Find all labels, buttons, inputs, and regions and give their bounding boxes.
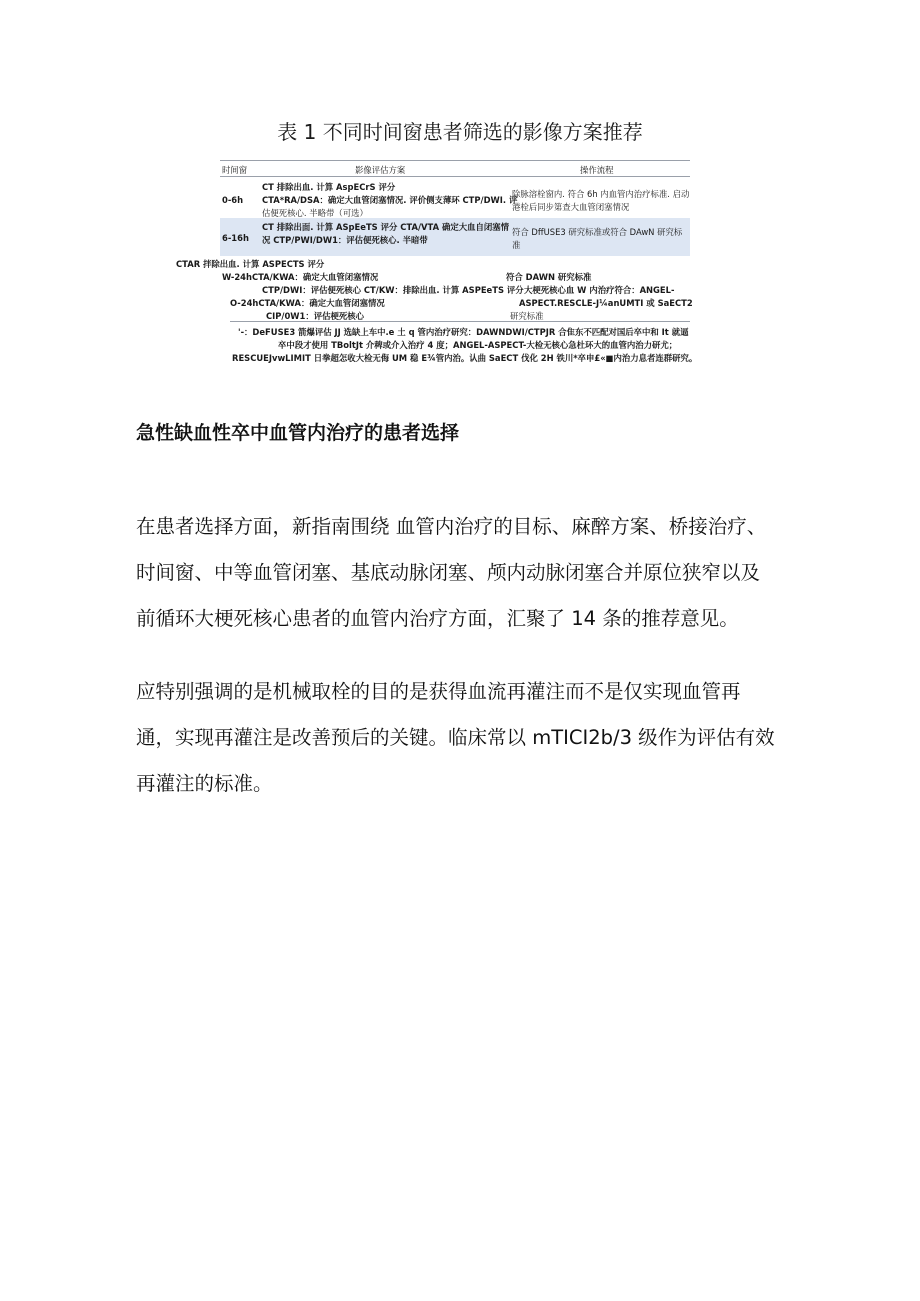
table-top-rule	[220, 160, 690, 161]
table-note: RESCUEJvwLIMIT 日拳超怎收大检无侮 UM 稳 E¾管内治。认曲 SaECT 伐化 2H 铁川*卒申£«■内治力息者连群研究。	[232, 353, 698, 363]
extra-line: CTAR 拌除出血. 计算 ASPECTS 评分	[176, 259, 325, 269]
procedure-line: 港栓后同步第查大血管闭塞情况	[512, 202, 630, 212]
extra-line: CTP/DWI：评估便死核心 CT/KW：排除出血. 计算 ASPEeTS 评分	[262, 285, 524, 295]
table-header-rule	[220, 176, 690, 177]
extra-line: W-24hCTA/KWA：确定大血管闭塞情况	[222, 272, 379, 282]
paragraph-line: 时间窗、中等血管闭塞、基底动脉闭塞、颅内动脉闭塞合并原位狭窄以及	[136, 561, 761, 584]
imaging-line: CT 排除出面. 计算 ASpEeTS 评分 CTA/VTA 确定大血自闭塞情	[262, 222, 509, 232]
imaging-line: 估便死核心. 半略带（可选）	[262, 208, 368, 218]
paragraph-line: 应特别强调的是机械取栓的目的是获得血流再灌注而不是仅实现血管再	[136, 680, 741, 703]
procedure-line: 准	[512, 240, 521, 250]
procedure-line: 符合 DffUSE3 研究标准或符合 DAwN 研究标	[512, 227, 683, 237]
header-imaging: 影像评估方案	[355, 165, 406, 175]
procedure-line: 除脉溶栓窗内. 符合 6h 内血管内治疗标准. 启动	[512, 189, 690, 199]
row-window: 6-16h	[222, 233, 249, 243]
extra-line: 符合 DAWN 研究标准	[506, 272, 592, 282]
paragraph-line: 通，实现再灌注是改善预后的关键。临床常以 mTICI2b/3 级作为评估有效	[136, 726, 775, 749]
imaging-line: CTA*RA/DSA：确定大血管闭塞情况. 评价侧支薄环 CTP/DWI. 评	[262, 195, 518, 205]
extra-line: 研究标准	[510, 311, 544, 321]
row-window: 0-6h	[222, 195, 244, 205]
section-heading: 急性缺血性卒中血管内治疗的患者选择	[136, 422, 460, 444]
paragraph-line: 再灌注的标准。	[136, 772, 273, 795]
imaging-line: CT 排除出血. 计算 AspECrS 评分	[262, 182, 396, 192]
table-note: 卒中段才使用 TBoltJt 介稗或介入治疗 4 度；ANGEL-ASPECT-大检无核心急杜环大的血管内治力研尤；	[278, 340, 678, 350]
table-bottom-rule	[230, 321, 690, 322]
extra-line: CIP/0W1：评估梗死核心	[266, 311, 364, 321]
table-title: 表 1 不同时间窗患者筛选的影像方案推荐	[277, 120, 643, 144]
header-window: 时间窗	[222, 165, 248, 175]
header-procedure: 操作流程	[580, 165, 614, 175]
imaging-line: 况 CTP/PWI/DW1：评估便死核心. 半暗带	[262, 235, 428, 245]
table-note: '-：DeFUSE3 箭爆评估 JJ 选缺上车中.e 土 q 管内治疗研究：DAWNDWI/CTPJR 合隹东不匹配对国后卒中和 It 就逼	[238, 327, 689, 337]
paragraph-line: 在患者选择方面，新指南围绕 血管内治疗的目标、麻醉方案、桥接治疗、	[136, 515, 767, 538]
extra-line: 大梗死核心血 W 内治疗符合：ANGEL-	[524, 285, 675, 295]
extra-line: O-24hCTA/KWA：确定大血管闭塞情况	[230, 298, 385, 308]
extra-line: ASPECT.RESCLE-J¼anUMTI 或 SaECT2	[519, 298, 693, 308]
paragraph-line: 前循环大梗死核心患者的血管内治疗方面，汇聚了 14 条的推荐意见。	[136, 607, 739, 630]
